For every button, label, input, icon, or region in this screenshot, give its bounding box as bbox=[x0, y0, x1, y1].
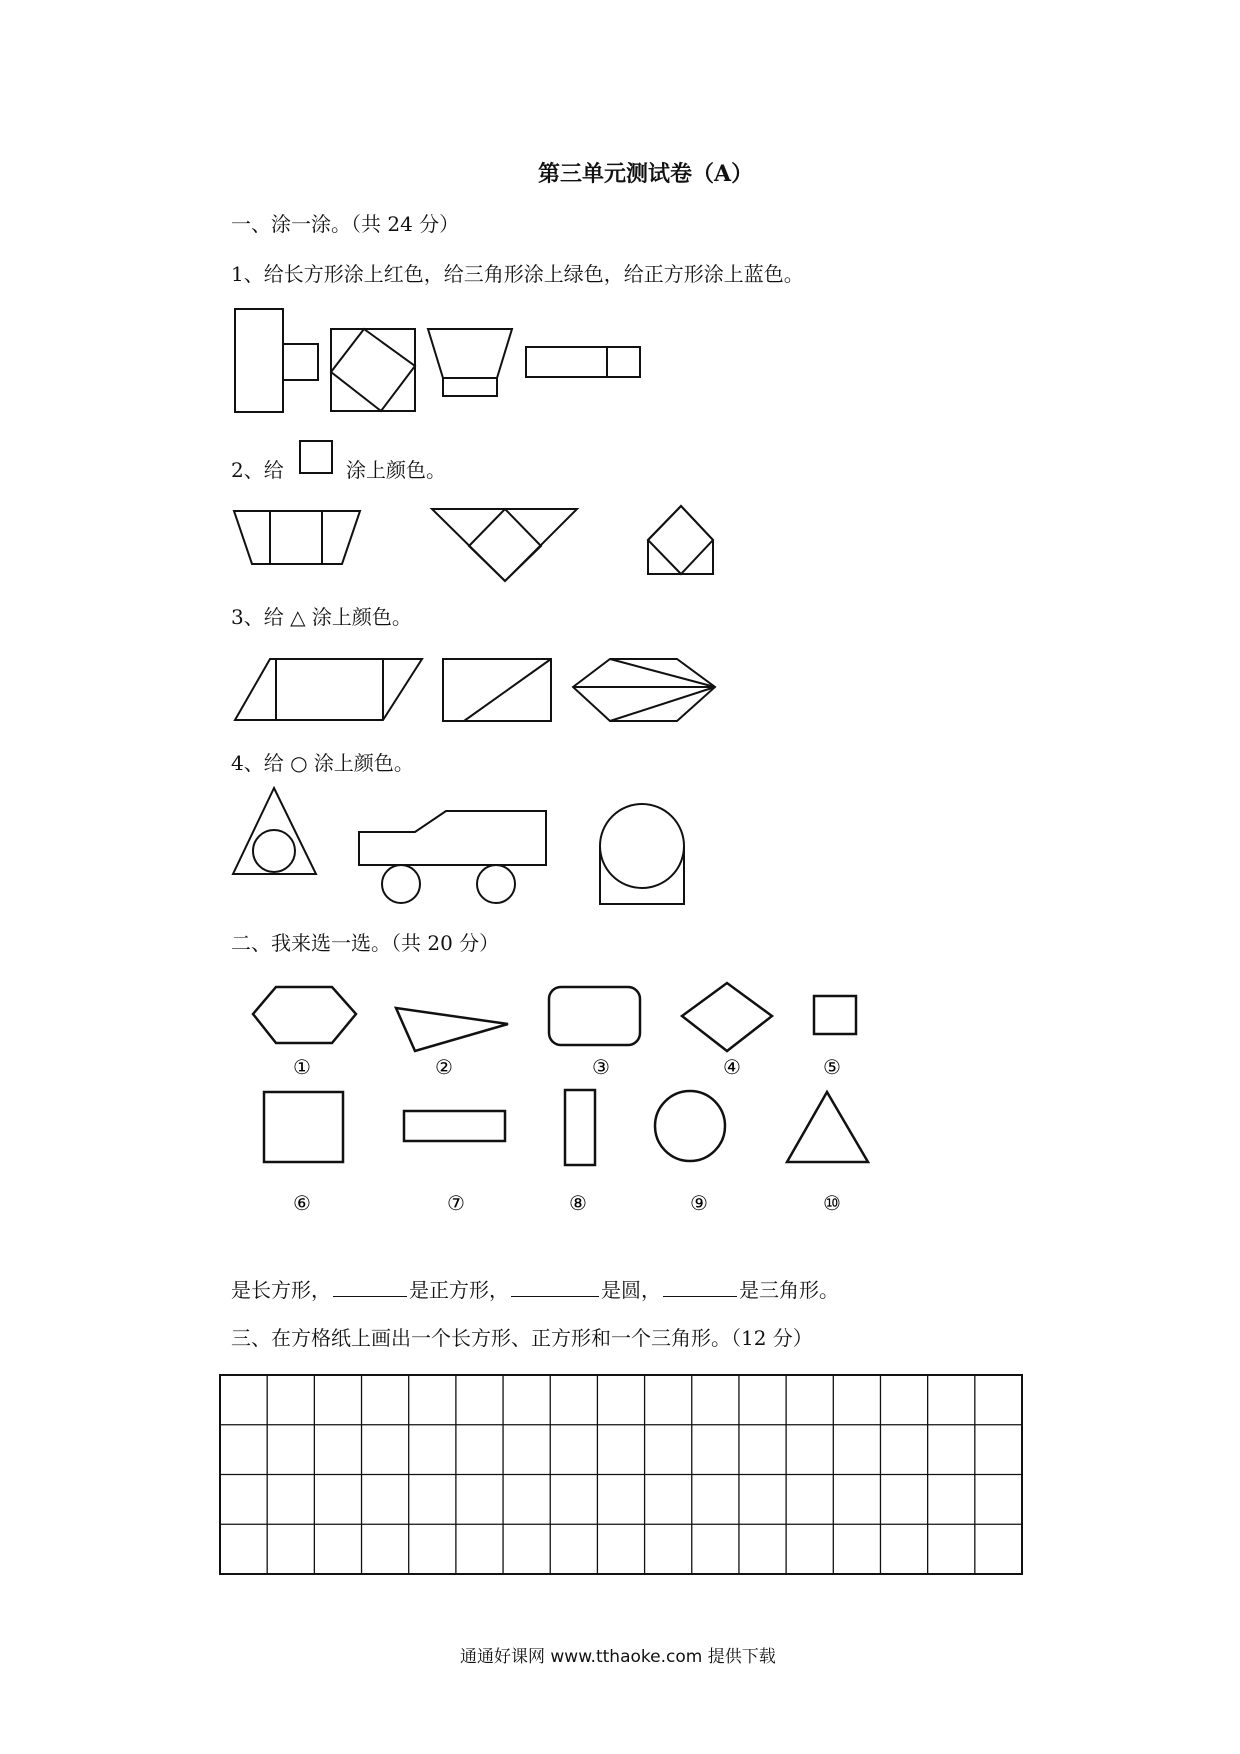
section2-heading: 二、我来选一选。（共 20 分） bbox=[231, 931, 500, 955]
label-3: ③ bbox=[592, 1055, 610, 1079]
answer-triangle-text: 是三角形。 bbox=[739, 1278, 839, 1302]
label-6: ⑥ bbox=[293, 1191, 311, 1215]
question-2-suffix: 涂上颜色。 bbox=[346, 458, 446, 482]
label-1: ① bbox=[293, 1055, 311, 1079]
question-1: 1、给长方形涂上红色，给三角形涂上绿色，给正方形涂上蓝色。 bbox=[231, 262, 804, 286]
question-3: 3、给 △ 涂上颜色。 bbox=[231, 605, 412, 629]
question-2-prefix: 2、给 bbox=[231, 458, 284, 482]
label-2: ② bbox=[435, 1055, 453, 1079]
label-9: ⑨ bbox=[690, 1191, 708, 1215]
label-8: ⑧ bbox=[569, 1191, 587, 1215]
label-5: ⑤ bbox=[823, 1055, 841, 1079]
label-7: ⑦ bbox=[447, 1191, 465, 1215]
question-4: 4、给 ○ 涂上颜色。 bbox=[231, 751, 414, 775]
section3-heading: 三、在方格纸上画出一个长方形、正方形和一个三角形。（12 分） bbox=[231, 1326, 813, 1350]
footer-text: 通通好课网 www.tthaoke.com 提供下载 bbox=[460, 1647, 776, 1667]
label-10: ⑩ bbox=[823, 1191, 841, 1215]
answer-square-text: 是正方形， bbox=[409, 1278, 509, 1302]
page-title: 第三单元测试卷（A） bbox=[538, 161, 754, 187]
label-4: ④ bbox=[723, 1055, 741, 1079]
answer-circle-text: 是圆， bbox=[601, 1278, 661, 1302]
section1-heading: 一、涂一涂。（共 24 分） bbox=[231, 212, 460, 236]
answer-rect-text: 是长方形， bbox=[231, 1278, 331, 1302]
